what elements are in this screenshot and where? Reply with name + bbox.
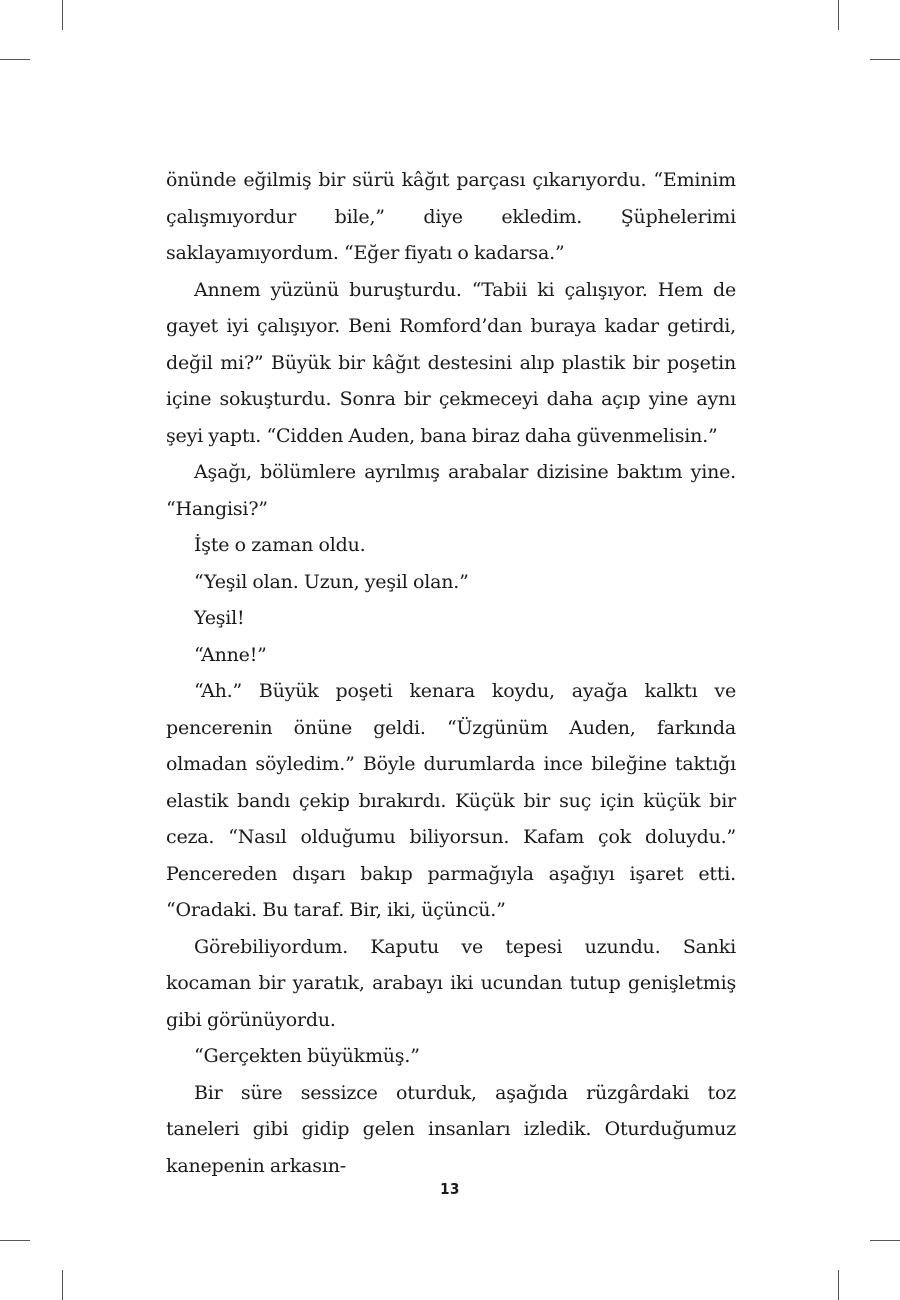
- paragraph: Yeşil!: [194, 607, 245, 629]
- paragraph: “Gerçekten büyükmüş.”: [194, 1045, 420, 1067]
- crop-mark-left-top: [0, 59, 30, 60]
- paragraph: İşte o zaman oldu.: [194, 534, 366, 556]
- crop-mark-bottom-left: [62, 1270, 63, 1300]
- crop-mark-right-top: [870, 59, 900, 60]
- paragraph: Görebiliyordum. Kaputu ve tepesi uzundu. Sanki kocaman bir yaratık, arabayı iki ucundan tutup genişletmiş gibi görünüyordu.: [166, 935, 736, 1031]
- paragraph: önünde eğilmiş bir sürü kâğıt parçası çıkarıyordu. “Eminim çalışmıyordur bile,” diye ekledim. Şüphelerimi saklayamıyordum. “Eğer fiyatı o kadarsa.”: [166, 169, 736, 264]
- body-text: [166, 162, 736, 1184]
- paragraph: Annem yüzünü buruşturdu. “Tabii ki çalışıyor. Hem de gayet iyi çalışıyor. Beni Romford’dan buraya kadar getirdi, değil mi?” Büyük bir kâğıt destesini alıp plastik bir poşetin içine sokuşturdu. Sonra bir çekmeceyi daha açıp yine aynı şeyi yaptı. “Cidden Auden, bana biraz daha güvenmelisin.”: [166, 278, 736, 447]
- paragraph: “Yeşil olan. Uzun, yeşil olan.”: [194, 570, 469, 593]
- crop-mark-top-right: [838, 0, 839, 30]
- crop-mark-bottom-right: [838, 1270, 839, 1300]
- page-number: 13: [440, 1180, 460, 1198]
- paragraph: “Ah.” Büyük poşeti kenara koydu, ayağa kalktı ve pencerenin önüne geldi. “Üzgünüm Auden, farkında olmadan söyledim.” Böyle durumlarda ince bileğine taktığı elastik bandı çekip bırakırdı. Küçük bir suç için küçük bir ceza. “Nasıl olduğumu biliyorsun. Kafam çok doluydu.” Pencereden dışarı bakıp parmağıyla aşağıyı işaret etti. “Oradaki. Bu taraf. Bir, iki, üçüncü.”: [166, 680, 736, 921]
- crop-mark-right-bottom: [870, 1240, 900, 1241]
- paragraph: Aşağı, bölümlere ayrılmış arabalar dizisine baktım yine. “Hangisi?”: [166, 461, 736, 520]
- paragraph: Bir süre sessizce oturduk, aşağıda rüzgârdaki toz taneleri gibi gidip gelen insanları izledik. Oturduğumuz kanepenin arkasın-: [166, 1081, 736, 1177]
- paragraph: “Anne!”: [194, 643, 267, 666]
- crop-mark-left-bottom: [0, 1240, 30, 1241]
- crop-mark-top-left: [62, 0, 63, 30]
